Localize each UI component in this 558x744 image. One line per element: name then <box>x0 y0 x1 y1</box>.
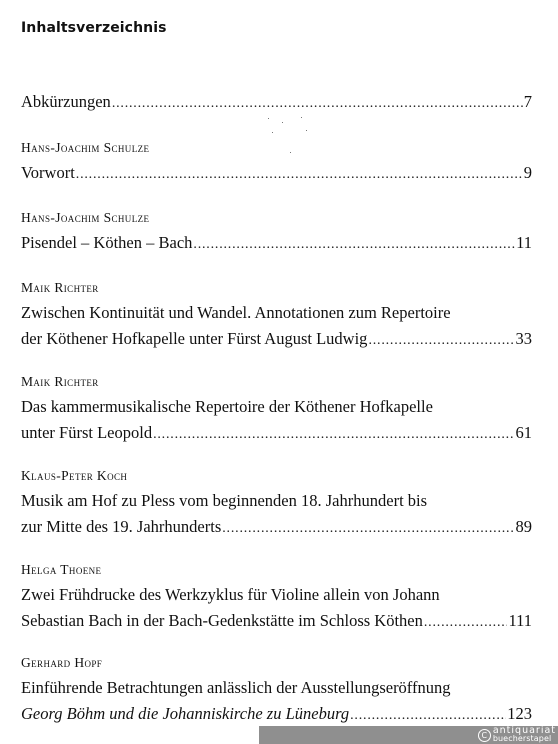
toc-title: Vorwort <box>21 163 75 182</box>
toc-line[interactable] <box>21 230 532 256</box>
toc-author: Hans-Joachim Schulze <box>21 140 150 155</box>
toc-author: Gerhard Hopf <box>21 655 103 670</box>
toc-page-number: 123 <box>507 704 532 723</box>
toc-title: Abkürzungen <box>21 92 111 111</box>
toc-title: Pisendel – Köthen – Bach <box>21 233 193 252</box>
toc-entry-pless <box>21 466 532 540</box>
toc-line[interactable] <box>21 420 532 446</box>
toc-page-number: 111 <box>508 611 532 630</box>
toc-title-line[interactable]: Zwischen Kontinuität und Wandel. Annotationen zum Repertoire <box>21 303 451 322</box>
dot-leader <box>424 610 508 634</box>
toc-page-number: 61 <box>515 423 532 442</box>
toc-author: Hans-Joachim Schulze <box>21 210 150 225</box>
toc-line[interactable] <box>21 608 532 634</box>
toc-line[interactable] <box>21 326 532 352</box>
logo-line-1: antiquariat <box>492 725 556 736</box>
toc-page-number: 9 <box>523 163 532 182</box>
toc-entry-kammermusik <box>21 372 532 446</box>
toc-entry-fruehdrucke <box>21 560 532 634</box>
toc-page-number: 33 <box>515 329 532 348</box>
toc-entry-abbreviations <box>21 89 532 115</box>
toc-page-number: 89 <box>515 517 532 536</box>
toc-page-number: 11 <box>516 233 532 252</box>
dot-leader <box>368 328 514 352</box>
copyright-icon: C <box>478 729 491 742</box>
antiquariat-logo <box>478 727 556 743</box>
toc-line[interactable] <box>21 160 532 186</box>
toc-author: Maik Richter <box>21 280 99 295</box>
toc-title: unter Fürst Leopold <box>21 423 153 442</box>
toc-heading: Inhaltsverzeichnis <box>21 20 167 36</box>
watermark-bar <box>259 726 558 744</box>
dot-leader <box>350 703 506 727</box>
logo-line-2: buecherstapel <box>492 734 552 743</box>
toc-author: Klaus-Peter Koch <box>21 468 128 483</box>
toc-page-number: 7 <box>523 92 532 111</box>
toc-entry-kontinuitaet <box>21 278 532 352</box>
toc-author: Maik Richter <box>21 374 99 389</box>
toc-entry-pisendel <box>21 208 532 256</box>
toc-line[interactable] <box>21 89 532 115</box>
toc-author: Helga Thoene <box>21 562 102 577</box>
dot-leader <box>153 422 514 446</box>
toc-title-line[interactable]: Einführende Betrachtungen anlässlich der Ausstellungseröffnung <box>21 678 451 697</box>
toc-title: zur Mitte des 19. Jahrhunderts <box>21 517 222 536</box>
dot-leader <box>112 91 523 115</box>
toc-line[interactable] <box>21 514 532 540</box>
toc-title-line[interactable]: Das kammermusikalische Repertoire der Köthener Hofkapelle <box>21 397 433 416</box>
dot-leader <box>193 232 515 256</box>
dot-leader <box>222 516 514 540</box>
toc-title-line[interactable]: Musik am Hof zu Pless vom beginnenden 18. Jahrhundert bis <box>21 491 428 510</box>
toc-title: Georg Böhm und die Johanniskirche zu Lüneburg <box>21 704 350 723</box>
toc-title: der Köthener Hofkapelle unter Fürst August Ludwig <box>21 329 368 348</box>
dot-leader <box>76 162 523 186</box>
toc-title: Sebastian Bach in der Bach-Gedenkstätte im Schloss Köthen <box>21 611 423 630</box>
toc-entry-vorwort <box>21 138 532 186</box>
toc-entry-betrachtungen <box>21 653 532 727</box>
toc-line[interactable] <box>21 701 532 727</box>
toc-title-line[interactable]: Zwei Frühdrucke des Werkzyklus für Violine allein von Johann <box>21 585 440 604</box>
